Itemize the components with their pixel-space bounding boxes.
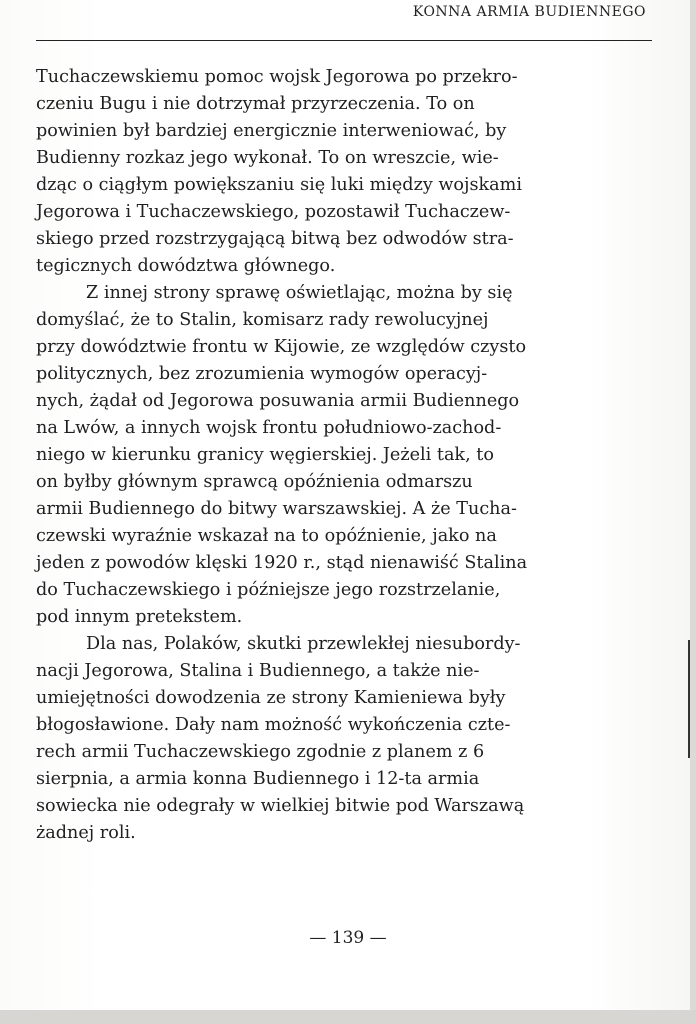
text-line: sowiecka nie odegrały w wielkiej bitwie pod Warszawą — [36, 796, 525, 816]
text-line: czeniu Bugu i nie dotrzymał przyrzeczenia. To on — [36, 94, 475, 114]
text-line: żadnej roli. — [36, 823, 136, 843]
text-line: Dla nas, Polaków, skutki przewlekłej niesubordy- — [86, 634, 521, 654]
text-line: dząc o ciągłym powiększaniu się luki między wojskami — [36, 175, 522, 195]
running-head: KONNA ARMIA BUDIENNEGO — [412, 4, 646, 20]
text-line: błogosławione. Dały nam możność wykończenia czte- — [36, 715, 511, 735]
text-line: Z innej strony sprawę oświetlając, można by się — [86, 283, 513, 303]
paragraph-1 — [36, 64, 668, 280]
text-line: do Tuchaczewskiego i późniejsze jego rozstrzelanie, — [36, 580, 501, 600]
text-line: on byłby głównym sprawcą opóźnienia odmarszu — [36, 472, 473, 492]
text-line: pod innym pretekstem. — [36, 607, 243, 627]
text-line: nacji Jegorowa, Stalina i Budiennego, a także nie- — [36, 661, 480, 681]
text-line: powinien był bardziej energicznie interweniować, by — [36, 121, 507, 141]
text-line: nych, żądał od Jegorowa posuwania armii Budiennego — [36, 391, 520, 411]
text-line: jeden z powodów klęski 1920 r., stąd nienawiść Stalina — [36, 553, 528, 573]
text-line: sierpnia, a armia konna Budiennego i 12-ta armia — [36, 769, 480, 789]
text-line: rech armii Tuchaczewskiego zgodnie z planem z 6 — [36, 742, 485, 762]
paragraph-2 — [36, 280, 668, 631]
scan-edge-right — [690, 0, 696, 1024]
header-rule — [36, 40, 652, 41]
text-line: domyślać, że to Stalin, komisarz rady rewolucyjnej — [36, 310, 489, 330]
page-number: — 139 — — [309, 928, 387, 948]
text-line: skiego przed rozstrzygającą bitwą bez odwodów stra- — [36, 229, 514, 249]
text-line: Jegorowa i Tuchaczewskiego, pozostawił Tuchaczew- — [36, 202, 511, 222]
text-line: armii Budiennego do bitwy warszawskiej. A że Tucha- — [36, 499, 517, 519]
text-line: przy dowództwie frontu w Kijowie, ze względów czysto — [36, 337, 527, 357]
scan-edge-bottom — [0, 1010, 696, 1024]
text-line: politycznych, bez zrozumienia wymogów operacyj- — [36, 364, 488, 384]
text-line: tegicznych dowództwa głównego. — [36, 256, 336, 276]
text-line: czewski wyraźnie wskazał na to opóźnienie, jako na — [36, 526, 497, 546]
text-line: umiejętności dowodzenia ze strony Kamieniewa były — [36, 688, 506, 708]
text-line: Tuchaczewskiemu pomoc wojsk Jegorowa po przekro- — [36, 67, 518, 87]
paragraph-3 — [36, 631, 668, 847]
text-line: niego w kierunku granicy węgierskiej. Jeżeli tak, to — [36, 445, 494, 465]
text-line: Budienny rozkaz jego wykonał. To on wreszcie, wie- — [36, 148, 499, 168]
body-text — [36, 64, 668, 847]
text-line: na Lwów, a innych wojsk frontu południowo-zachod- — [36, 418, 502, 438]
